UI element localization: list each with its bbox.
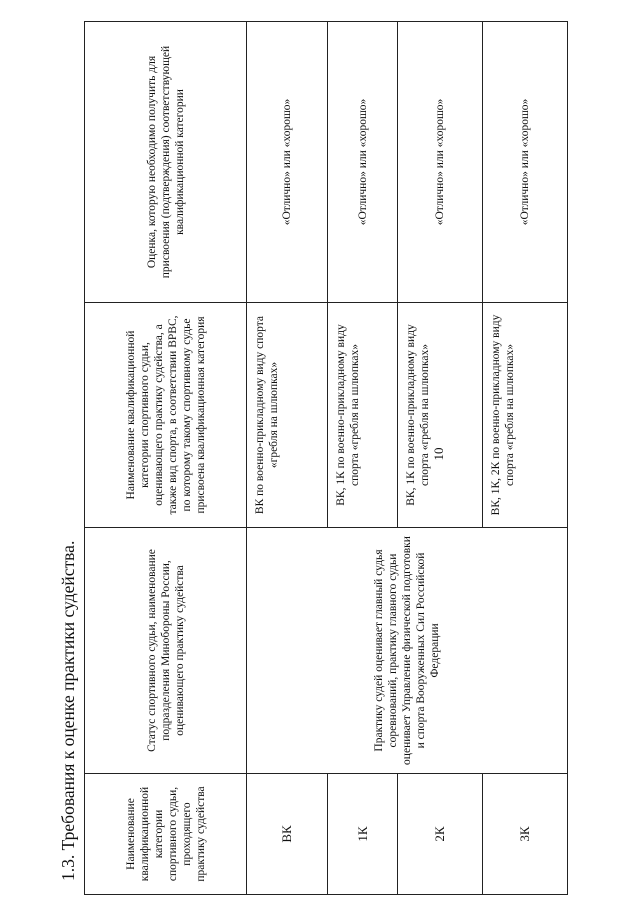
section-title: 1.3. Требования к оценке практики судейства. [58, 540, 78, 881]
page-number: 10 [431, 447, 446, 461]
merged-status-cell: Практику судей оценивает главный судья соревнований, практику главного судьи оценивает Управление физической подготовки и спорта Вооруженных Сил Российской Федерации [247, 528, 568, 774]
row-evaluator: ВК, 1К, 2К по военно-прикладному виду спорта «гребля на шлюпках» [483, 303, 568, 528]
row-grade: «Отлично» или «хорошо» [398, 22, 483, 303]
row-evaluator: ВК, 1К по военно-прикладному виду спорта «гребля на шлюпках» [328, 303, 398, 528]
table-header-row [85, 22, 247, 895]
row-evaluator: ВК, 1К по военно-прикладному виду спорта «гребля на шлюпках» [398, 303, 483, 528]
row-category: 1К [328, 774, 398, 895]
row-grade: «Отлично» или «хорошо» [247, 22, 328, 303]
header-category: Наименование квалификационной категории спортивного судьи, проходящего практику судейства [85, 774, 247, 895]
row-grade: «Отлично» или «хорошо» [328, 22, 398, 303]
requirements-table [84, 21, 568, 895]
header-grade: Оценка, которую необходимо получить для присвоения (подтверждения) соответствующей квалификационной категории [85, 22, 247, 303]
header-status: Статус спортивного судьи, наименование подразделения Минобороны России, оценивающего практику судейства [85, 528, 247, 774]
row-category: ВК [247, 774, 328, 895]
row-evaluator: ВК по военно-прикладному виду спорта «гребля на шлюпках» [247, 303, 328, 528]
header-evaluator: Наименование квалификационной категории спортивного судьи, оценивающего практику судейства, а также вид спорта, в соответствии ВРВС, по которому такому спортивному судье присвоена квалификационная категория [85, 303, 247, 528]
table-row [247, 22, 328, 895]
row-category: 2К [398, 774, 483, 895]
row-category: 3К [483, 774, 568, 895]
row-grade: «Отлично» или «хорошо» [483, 22, 568, 303]
